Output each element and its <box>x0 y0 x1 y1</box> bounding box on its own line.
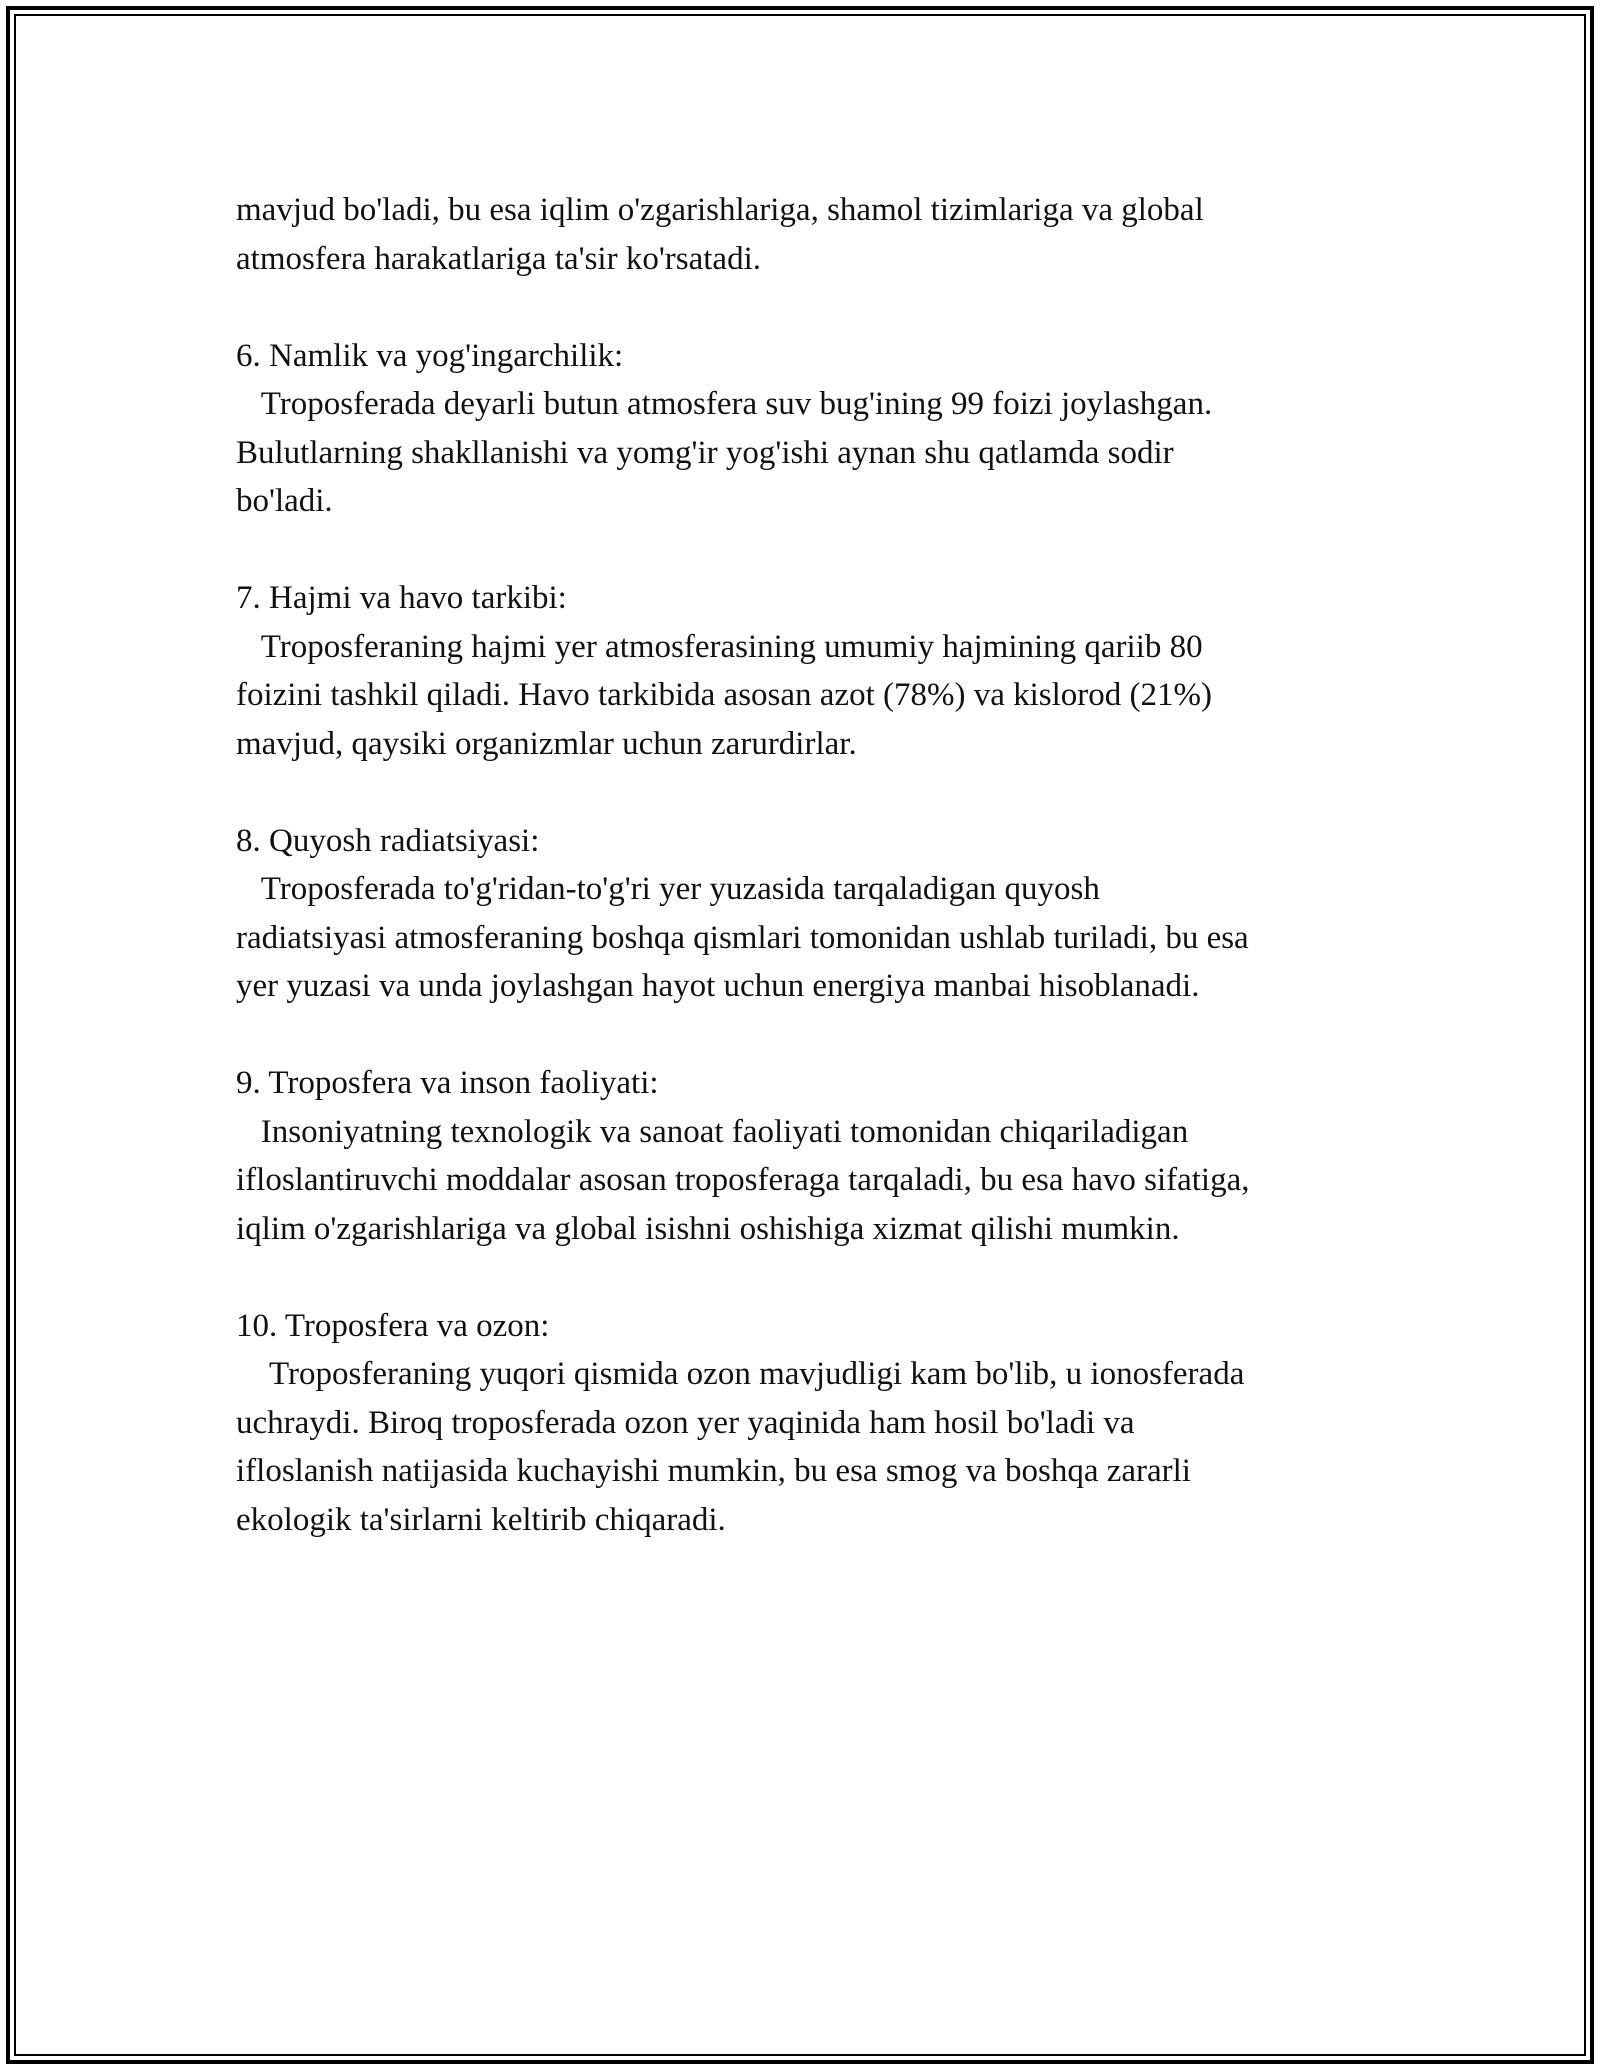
section-line: bo'ladi. <box>236 483 333 519</box>
paragraph-gap <box>236 768 1416 817</box>
section-line: foizini tashkil qiladi. Havo tarkibida asosan azot (78%) va kislorod (21%) <box>236 677 1212 713</box>
section-heading: 6. Namlik va yog'ingarchilik: <box>236 337 624 374</box>
section-line: radiatsiyasi atmosferaning boshqa qismlari tomonidan ushlab turiladi, bu esa <box>236 919 1249 956</box>
intro-line: mavjud bo'ladi, bu esa iqlim o'zgarishlariga, shamol tizimlariga va global <box>236 192 1204 228</box>
section-heading: 10. Troposfera va ozon: <box>236 1307 550 1344</box>
section-10 <box>236 1302 1416 1545</box>
section-line: iqlim o'zgarishlariga va global isishni oshishiga xizmat qilishi mumkin. <box>236 1210 1180 1247</box>
paragraph-gap <box>236 1011 1416 1060</box>
section-heading: 9. Troposfera va inson faoliyati: <box>236 1065 659 1101</box>
section-9 <box>236 1059 1416 1253</box>
paragraph-gap <box>236 283 1416 332</box>
section-8 <box>236 817 1416 1011</box>
section-line: mavjud, qaysiki organizmlar uchun zarurdirlar. <box>236 725 857 762</box>
section-line: uchraydi. Biroq troposferada ozon yer yaqinida ham hosil bo'ladi va <box>236 1404 1135 1441</box>
section-heading: 8. Quyosh radiatsiyasi: <box>236 822 540 859</box>
section-line: Insoniyatning texnologik va sanoat faoliyati tomonidan chiqariladigan <box>236 1113 1189 1150</box>
section-6 <box>236 332 1416 526</box>
section-heading: 7. Hajmi va havo tarkibi: <box>236 580 567 616</box>
paragraph-gap <box>236 526 1416 575</box>
intro-line: atmosfera harakatlariga ta'sir ko'rsatadi. <box>236 240 761 277</box>
section-line: Troposferada deyarli butun atmosfera suv bug'ining 99 foizi joylashgan. <box>236 386 1213 422</box>
section-line: Troposferaning yuqori qismida ozon mavjudligi kam bo'lib, u ionosferada <box>236 1356 1245 1392</box>
section-line: Troposferada to'g'ridan-to'g'ri yer yuzasida tarqaladigan quyosh <box>236 871 1100 907</box>
section-line: ifloslantiruvchi moddalar asosan troposferaga tarqaladi, bu esa havo sifatiga, <box>236 1162 1250 1198</box>
section-line: yer yuzasi va unda joylashgan hayot uchun energiya manbai hisoblanadi. <box>236 968 1200 1004</box>
section-line: ekologik ta'sirlarni keltirib chiqaradi. <box>236 1501 726 1538</box>
document-body <box>236 186 1416 1544</box>
section-line: ifloslanish natijasida kuchayishi mumkin, bu esa smog va boshqa zararli <box>236 1453 1191 1489</box>
section-7 <box>236 574 1416 768</box>
section-line: Bulutlarning shakllanishi va yomg'ir yog'ishi aynan shu qatlamda sodir <box>236 434 1174 471</box>
section-line: Troposferaning hajmi yer atmosferasining umumiy hajmining qariib 80 <box>236 628 1203 665</box>
paragraph-gap <box>236 1253 1416 1302</box>
